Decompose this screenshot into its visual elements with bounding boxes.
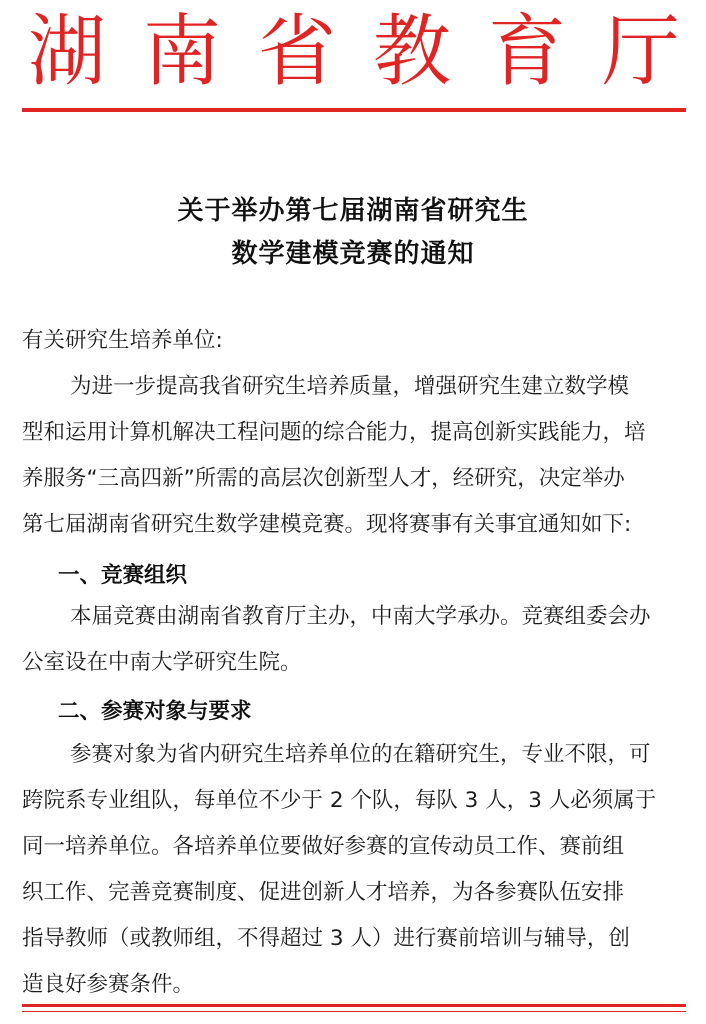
- section2-line: 参赛对象为省内研究生培养单位的在籍研究生，专业不限，可: [70, 742, 651, 767]
- section-heading-participants: 二、参赛对象与要求: [58, 699, 252, 724]
- section2-line: 同一培养单位。各培养单位要做好参赛的宣传动员工作、赛前组: [22, 834, 625, 859]
- section2-line: 跨院系专业组队，每单位不少于 2 个队，每队 3 人，3 人必须属于: [22, 788, 657, 813]
- letterhead-char-5: 育: [487, 7, 566, 97]
- footer-divider-thin: [22, 1011, 686, 1012]
- section-heading-organization: 一、竞赛组织: [58, 563, 188, 588]
- letterhead-char-2: 南: [142, 7, 221, 97]
- intro-line: 为进一步提高我省研究生培养质量，增强研究生建立数学模: [70, 374, 630, 399]
- section2-line: 造良好参赛条件。: [22, 972, 195, 997]
- letterhead-char-6: 厅: [601, 7, 680, 97]
- letterhead-char-4: 教: [372, 7, 451, 97]
- intro-line: 养服务“三高四新”所需的高层次创新型人才，经研究，决定举办: [22, 466, 625, 491]
- letterhead: [22, 2, 686, 102]
- document-title-line-2: 数学建模竞赛的通知: [231, 239, 475, 269]
- salutation: 有关研究生培养单位:: [22, 328, 223, 353]
- footer-divider-thick: [22, 1004, 686, 1007]
- document-title-line-1: 关于举办第七届湖南省研究生: [177, 196, 529, 226]
- letterhead-char-1: 湖: [27, 7, 106, 97]
- intro-line: 型和运用计算机解决工程问题的综合能力，提高创新实践能力，培: [22, 420, 646, 445]
- section1-line: 公室设在中南大学研究生院。: [22, 650, 302, 675]
- letterhead-divider: [22, 108, 686, 112]
- section2-line: 织工作、完善竞赛制度、促进创新人才培养，为各参赛队伍安排: [22, 880, 625, 905]
- section1-line: 本届竞赛由湖南省教育厅主办，中南大学承办。竞赛组委会办: [70, 604, 651, 629]
- section2-line: 指导教师（或教师组，不得超过 3 人）进行赛前培训与辅导，创: [22, 926, 630, 951]
- intro-line: 第七届湖南省研究生数学建模竞赛。现将赛事有关事宜通知如下:: [22, 512, 632, 537]
- letterhead-char-3: 省: [257, 7, 336, 97]
